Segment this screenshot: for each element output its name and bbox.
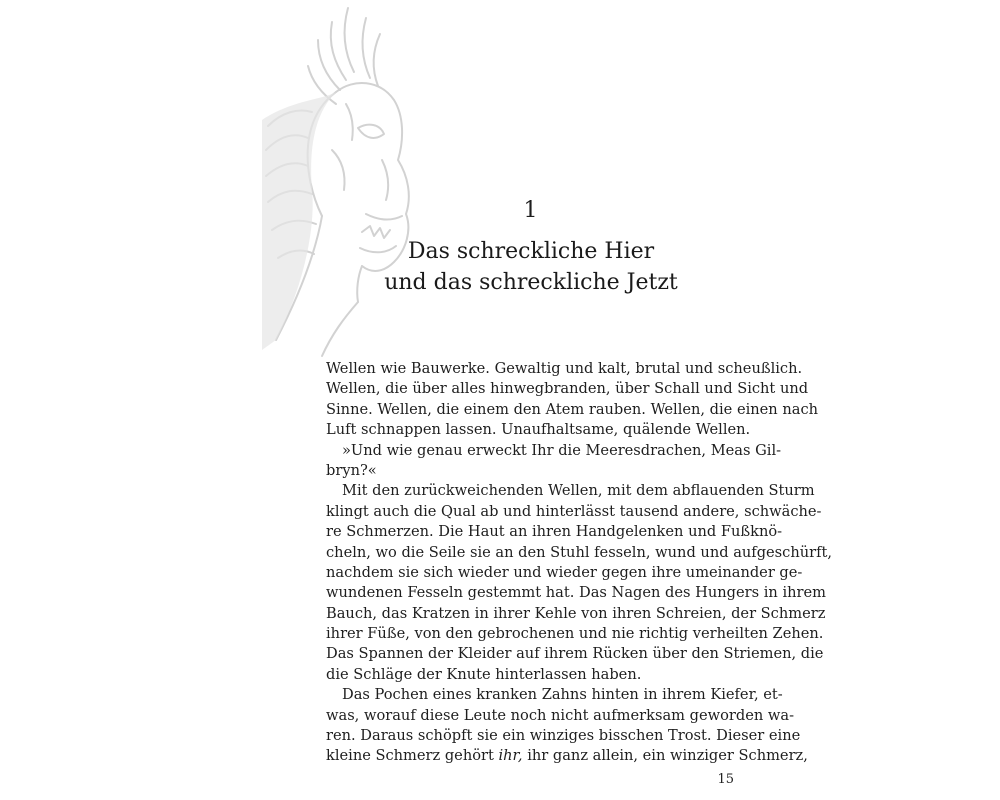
chapter-title (326, 236, 736, 298)
text-line: die Schläge der Knute hinterlassen haben. (326, 665, 642, 683)
text-line: ihrer Füße, von den gebrochenen und nie richtig verheilten Zehen. (326, 625, 824, 643)
chapter-number: 1 (523, 198, 539, 223)
text-line: klingt auch die Qual ab und hinterlässt tausend andere, schwäche- (326, 502, 822, 520)
text-line: Wellen wie Bauwerke. Gewaltig und kalt, brutal und scheußlich. (326, 360, 803, 377)
text-line-final (326, 746, 808, 766)
text-line: Wellen, die über alles hinwegbranden, über Schall und Sicht und (326, 380, 809, 398)
text-line: ren. Daraus schöpft sie ein winziges bisschen Trost. Dieser eine (326, 727, 801, 745)
text-line: bryn?« (326, 461, 377, 479)
text-line: »Und wie genau erweckt Ihr die Meeresdrachen, Meas Gil- (342, 441, 782, 459)
text-line: Luft schnappen lassen. Unaufhaltsame, quälende Wellen. (326, 421, 751, 439)
text-line: nachdem sie sich wieder und wieder gegen ihre umeinander ge- (326, 563, 803, 581)
text-line: Sinne. Wellen, die einem den Atem rauben. Wellen, die einen nach (326, 400, 819, 418)
final-line-start: kleine Schmerz gehört (326, 747, 499, 765)
page-number: 15 (717, 772, 734, 787)
text-line: Das Pochen eines kranken Zahns hinten in ihrem Kiefer, et- (342, 686, 783, 704)
text-line: re Schmerzen. Die Haut an ihren Handgelenken und Fußknö- (326, 523, 783, 541)
chapter-title-line-1: Das schreckliche Hier (407, 239, 655, 264)
text-line: wundenen Fesseln gestemmt hat. Das Nagen des Hungers in ihrem (326, 584, 826, 602)
chapter-title-line-2: und das schreckliche Jetzt (384, 270, 678, 295)
text-line: Das Spannen der Kleider auf ihrem Rücken über den Striemen, die (326, 645, 824, 663)
final-line-end: ihr ganz allein, ein winziger Schmerz, (522, 747, 808, 765)
text-line: Mit den zurückweichenden Wellen, mit dem abflauenden Sturm (342, 482, 815, 500)
dragon-head-illustration-icon (262, 0, 467, 360)
text-line: cheln, wo die Seile sie an den Stuhl fesseln, wund und aufgeschürft, (326, 543, 833, 561)
emphasis-text: ihr, (498, 747, 523, 765)
text-line: was, worauf diese Leute noch nicht aufmerksam geworden wa- (326, 706, 795, 724)
text-line: Bauch, das Kratzen in ihrer Kehle von ihren Schreien, der Schmerz (326, 604, 826, 622)
chapter-body-text (326, 359, 833, 767)
